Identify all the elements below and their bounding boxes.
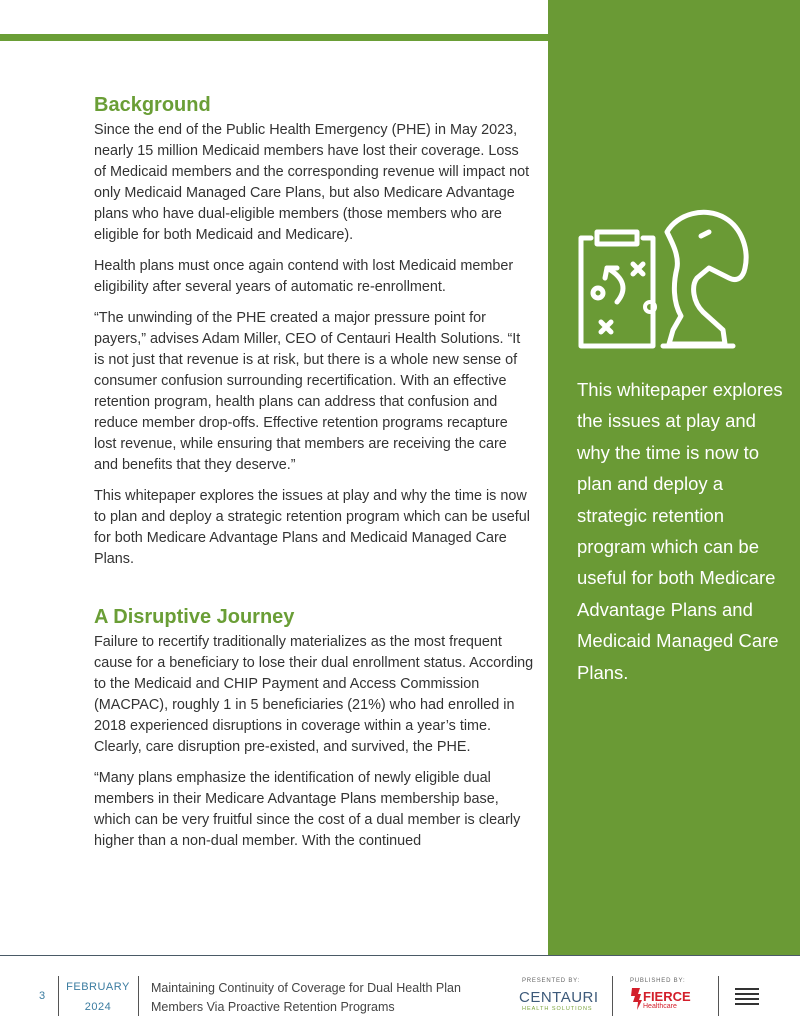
centauri-logo[interactable]: CENTAURI xyxy=(519,989,599,1006)
hamburger-menu-icon[interactable] xyxy=(735,988,759,1004)
footer-separator xyxy=(138,976,139,1016)
background-paragraph-4: This whitepaper explores the issues at play and why the time is now to plan and deploy a strategic retention program which can be useful for both Medicare Advantage Plans and Medicaid Managed Care Plans. xyxy=(94,488,530,567)
footer-year: 2024 xyxy=(84,1001,112,1013)
published-by-label: PUBLISHED BY: xyxy=(630,978,686,984)
background-heading: Background xyxy=(94,94,211,116)
journey-paragraph-2: “Many plans emphasize the identification of newly eligible dual members in their Medicare Advantage Plans membership base, which can be very fruitful since the cost of a dual member is clearly higher than a non-dual member. With the continued xyxy=(94,770,521,849)
footer-separator xyxy=(718,976,719,1016)
top-accent-bar xyxy=(0,34,548,41)
footer-month: FEBRUARY xyxy=(66,981,130,993)
journey-paragraph-1: Failure to recertify traditionally materializes as the most frequent cause for a beneficiary to lose their dual enrollment status. According to the Medicaid and CHIP Payment and Access Commission (MACPAC), roughly 1 in 5 beneficiaries (21%) who had enrolled in 2018 experienced disruptions in coverage within a year’s time. Clearly, care disruption pre-existed, and survived, the PHE. xyxy=(94,634,534,755)
background-paragraph-2: Health plans must once again contend with lost Medicaid member eligibility after several years of automatic re-enrollment. xyxy=(94,258,514,295)
journey-heading: A Disruptive Journey xyxy=(94,606,295,628)
fierce-flame-icon xyxy=(630,988,642,1010)
footer-separator xyxy=(58,976,59,1016)
main-content xyxy=(94,92,534,862)
fierce-logo[interactable]: FIERCE xyxy=(643,989,691,1004)
page-number: 3 xyxy=(39,990,46,1002)
centauri-tagline: HEALTH SOLUTIONS xyxy=(522,1006,593,1012)
strategy-clipboard-knight-icon xyxy=(577,206,751,354)
fierce-tagline: Healthcare xyxy=(643,1003,677,1010)
document-title: Maintaining Continuity of Coverage for Dual Health Plan Members Via Proactive Retention Programs xyxy=(151,981,461,1014)
background-paragraph-1: Since the end of the Public Health Emergency (PHE) in May 2023, nearly 15 million Medicaid members have lost their coverage. Loss of Medicaid members and the corresponding revenue will impact not only Medicaid Managed Care Plans, but also Medicare Advantage plans who have dual-eligible members (those members who are eligible for both Medicaid and Medicare). xyxy=(94,122,530,243)
sidebar-pull-quote: This whitepaper explores the issues at play and why the time is now to plan and deploy a strategic retention program which can be useful for both Medicare Advantage Plans and Medicaid Managed Care Plans. xyxy=(577,379,783,683)
background-paragraph-3: “The unwinding of the PHE created a major pressure point for payers,” advises Adam Miller, CEO of Centauri Health Solutions. “It is not just that revenue is at risk, but there is a whole new sense of consumer confusion surrounding recertification. With an effective retention program, health plans can address that confusion and reduce member drop-offs. Effective retention programs recapture lost revenue, while ensuring that members are receiving the care and benefits that they deserve.” xyxy=(94,310,521,473)
footer-separator xyxy=(612,976,613,1016)
presented-by-label: PRESENTED BY: xyxy=(522,978,581,984)
